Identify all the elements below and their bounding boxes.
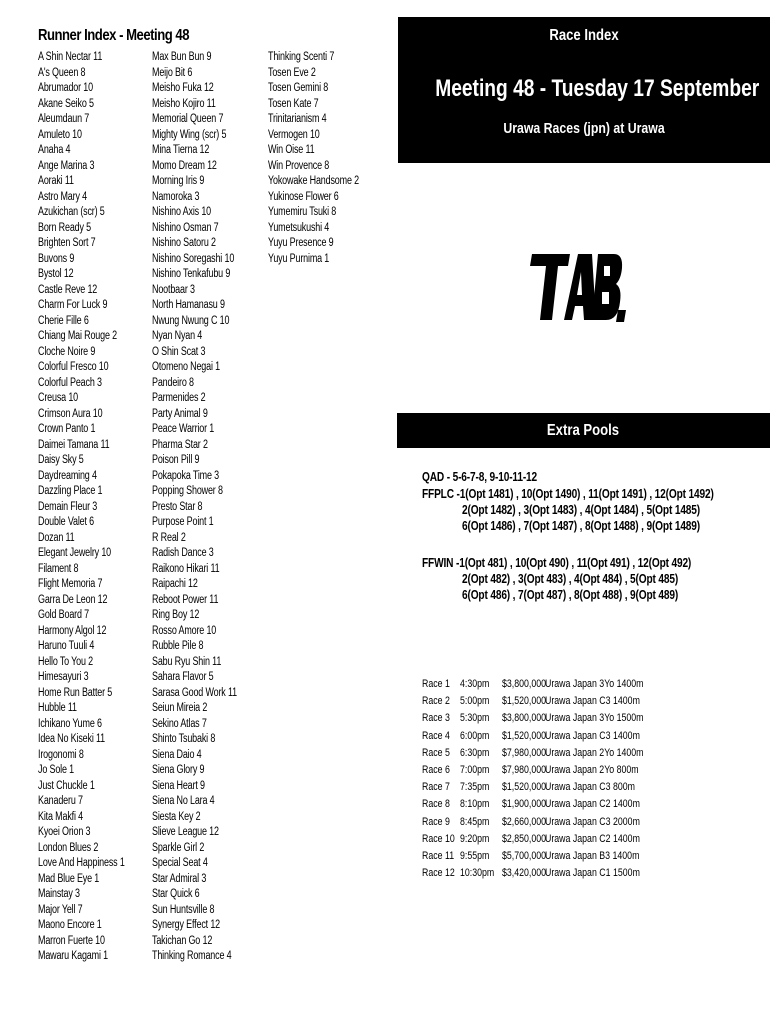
- race-prize: $7,980,000: [502, 763, 547, 776]
- runner-entry: A Shin Nectar 11: [38, 51, 103, 63]
- race-index-header: [398, 17, 770, 163]
- runner-entry: Yokowake Handsome 2: [268, 175, 359, 187]
- runner-entry: Mawaru Kagami 1: [38, 950, 108, 962]
- runner-entry: Raipachi 12: [152, 578, 198, 590]
- runner-entry: Jo Sole 1: [38, 764, 75, 776]
- runner-entry: Born Ready 5: [38, 221, 91, 234]
- runner-column-1: [38, 50, 149, 965]
- runner-entry: Flight Memoria 7: [38, 578, 103, 590]
- runner-entry: Daydreaming 4: [38, 469, 97, 482]
- meeting-title: Meeting 48 - Tuesday 17 September: [435, 75, 760, 102]
- runner-entry: Crown Panto 1: [38, 423, 96, 435]
- race-description: Urawa Japan C2 1400m: [545, 832, 640, 845]
- race-prize: $5,700,000: [502, 849, 547, 862]
- runner-entry: Mina Tierna 12: [152, 144, 210, 156]
- ffplc-line-1: [422, 486, 714, 502]
- race-prize: $2,660,000: [502, 815, 547, 828]
- runner-entry: Mighty Wing (scr) 5: [152, 128, 227, 141]
- runner-entry: Amuleto 10: [38, 128, 82, 141]
- ffplc-label: FFPLC -: [422, 486, 460, 501]
- race-prize: $1,900,000: [502, 798, 547, 811]
- runner-entry: Buvons 9: [38, 252, 75, 265]
- runner-entry: Max Bun Bun 9: [152, 51, 212, 63]
- runner-entry: Crimson Aura 10: [38, 407, 103, 420]
- runner-entry: Brighten Sort 7: [38, 237, 96, 249]
- runner-entry: Pokapoka Time 3: [152, 469, 219, 482]
- ffwin-options-2: 2(Opt 482) , 3(Opt 483) , 4(Opt 484) , 5(Opt 485): [462, 571, 679, 586]
- runner-entry: Sahara Flavor 5: [152, 671, 214, 683]
- runner-entry: Marron Fuerte 10: [38, 934, 105, 947]
- runner-entry: Tosen Kate 7: [268, 97, 319, 110]
- runner-entry: Radish Dance 3: [152, 547, 214, 559]
- runner-entry: Ring Boy 12: [152, 609, 200, 621]
- runner-entry: Star Admiral 3: [152, 872, 207, 885]
- runner-entry: Cloche Noire 9: [38, 345, 96, 358]
- extra-pools-heading: [397, 413, 770, 448]
- race-prize: $3,420,000: [502, 867, 547, 880]
- runner-entry: Slieve League 12: [152, 826, 219, 838]
- runner-entry: London Blues 2: [38, 841, 99, 854]
- ffwin-line-1: [422, 555, 691, 571]
- race-number: Race 10: [422, 832, 455, 845]
- runner-column-2: [152, 50, 261, 965]
- race-description: Urawa Japan C3 1400m: [545, 729, 640, 742]
- runner-entry: Win Oise 11: [268, 144, 315, 156]
- runner-entry: Seiun Mireia 2: [152, 702, 208, 714]
- runner-entry: Ichikano Yume 6: [38, 717, 102, 730]
- runner-entry: North Hamanasu 9: [152, 299, 225, 311]
- runner-entry: Chiang Mai Rouge 2: [38, 330, 117, 342]
- runner-entry: Nishino Soregashi 10: [152, 252, 235, 265]
- runner-entry: Nishino Osman 7: [152, 221, 219, 234]
- race-number: Race 2: [422, 695, 450, 708]
- race-number: Race 1: [422, 678, 450, 690]
- ffwin-options-3: 6(Opt 486) , 7(Opt 487) , 8(Opt 488) , 9(Opt 489): [462, 587, 679, 602]
- race-description: Urawa Japan B3 1400m: [545, 849, 640, 862]
- runner-entry: Raikono Hikari 11: [152, 562, 220, 575]
- runner-entry: Garra De Leon 12: [38, 593, 108, 606]
- runner-entry: Siesta Key 2: [152, 810, 201, 823]
- race-number: Race 3: [422, 712, 450, 725]
- runner-entry: Special Seat 4: [152, 857, 208, 869]
- runner-entry: Akane Seiko 5: [38, 97, 94, 110]
- race-description: Urawa Japan C3 2000m: [545, 815, 640, 828]
- runner-entry: Double Valet 6: [38, 516, 95, 528]
- race-number: Race 7: [422, 781, 450, 794]
- runner-entry: Nootbaar 3: [152, 283, 195, 296]
- runner-entry: Morning Iris 9: [152, 175, 205, 187]
- runner-entry: Purpose Point 1: [152, 516, 214, 528]
- runner-entry: Pandeiro 8: [152, 376, 194, 389]
- runner-entry: Dozan 11: [38, 531, 75, 544]
- runner-entry: Abrumador 10: [38, 82, 93, 94]
- runner-entry: Vermogen 10: [268, 128, 320, 141]
- runner-entry: Mainstay 3: [38, 888, 80, 900]
- runner-entry: Parmenides 2: [152, 392, 206, 404]
- race-time: 7:35pm: [460, 781, 490, 794]
- runner-entry: Home Run Batter 5: [38, 686, 113, 699]
- tab-logo: [530, 248, 626, 324]
- race-number: Race 6: [422, 763, 450, 776]
- runner-entry: Dazzling Place 1: [38, 485, 103, 497]
- runner-entry: Demain Fleur 3: [38, 500, 98, 513]
- runner-entry: Memorial Queen 7: [152, 113, 224, 125]
- runner-entry: Yuyu Purnima 1: [268, 252, 330, 265]
- runner-entry: Pharma Star 2: [152, 438, 208, 451]
- race-description: Urawa Japan 3Yo 1500m: [545, 712, 644, 725]
- runner-entry: Reboot Power 11: [152, 593, 219, 606]
- runner-entry: Sun Huntsville 8: [152, 903, 215, 916]
- runner-entry: Hello To You 2: [38, 655, 94, 668]
- runner-entry: Astro Mary 4: [38, 190, 87, 203]
- race-prize: $1,520,000: [502, 695, 547, 708]
- runner-entry: Kita Makfi 4: [38, 810, 83, 823]
- runner-entry: Nwung Nwung C 10: [152, 314, 230, 327]
- runner-entry: Elegant Jewelry 10: [38, 547, 111, 559]
- race-prize: $1,520,000: [502, 729, 547, 742]
- runner-entry: Maono Encore 1: [38, 919, 102, 931]
- runner-entry: Win Provence 8: [268, 159, 330, 172]
- race-number: Race 8: [422, 798, 450, 811]
- runner-entry: Trinitarianism 4: [268, 113, 327, 125]
- race-prize: $3,800,000: [502, 678, 547, 690]
- runner-entry: Takichan Go 12: [152, 934, 213, 947]
- race-time: 6:30pm: [460, 746, 490, 759]
- runner-entry: Tosen Eve 2: [268, 66, 316, 79]
- runner-entry: Momo Dream 12: [152, 159, 217, 172]
- runner-entry: Otomeno Negai 1: [152, 361, 220, 373]
- runner-entry: Synergy Effect 12: [152, 919, 220, 931]
- runner-entry: Kanaderu 7: [38, 795, 83, 807]
- runner-entry: Major Yell 7: [38, 903, 83, 916]
- race-description: Urawa Japan C3 1400m: [545, 695, 640, 708]
- extra-pools-label: Extra Pools: [547, 422, 620, 439]
- runner-entry: Thinking Romance 4: [152, 950, 232, 962]
- runner-entry: Creusa 10: [38, 392, 78, 404]
- runner-entry: Yumemiru Tsuki 8: [268, 206, 337, 218]
- race-time: 5:30pm: [460, 712, 490, 725]
- runner-entry: R Real 2: [152, 531, 186, 544]
- runner-entry: Sparkle Girl 2: [152, 841, 205, 854]
- race-description: Urawa Japan 2Yo 800m: [545, 763, 639, 776]
- runner-entry: Ange Marina 3: [38, 159, 95, 172]
- race-time: 4:30pm: [460, 678, 490, 690]
- runner-entry: Meijo Bit 6: [152, 66, 193, 79]
- runner-entry: Daisy Sky 5: [38, 454, 84, 466]
- runner-entry: Idea No Kiseki 11: [38, 733, 105, 745]
- runner-entry: O Shin Scat 3: [152, 345, 206, 358]
- runner-entry: Himesayuri 3: [38, 671, 89, 683]
- runner-entry: Yukinose Flower 6: [268, 190, 339, 203]
- runner-entry: Shinto Tsubaki 8: [152, 733, 216, 745]
- runner-entry: Meisho Kojiro 11: [152, 97, 216, 110]
- runner-entry: A's Queen 8: [38, 66, 86, 79]
- runner-entry: Yumetsukushi 4: [268, 221, 330, 234]
- runner-entry: Nishino Tenkafubu 9: [152, 268, 231, 280]
- race-time: 5:00pm: [460, 695, 490, 708]
- race-number: Race 4: [422, 729, 450, 742]
- runner-index-title: Runner Index - Meeting 48: [38, 27, 190, 44]
- runner-entry: Siena Glory 9: [152, 764, 205, 776]
- runner-entry: Anaha 4: [38, 144, 71, 156]
- runner-entry: Aleumdaun 7: [38, 113, 90, 125]
- race-number: Race 5: [422, 746, 450, 759]
- runner-entry: Sarasa Good Work 11: [152, 686, 237, 699]
- runner-entry: Colorful Peach 3: [38, 376, 102, 389]
- race-number: Race 12: [422, 867, 455, 880]
- runner-entry: Haruno Tuuli 4: [38, 640, 95, 652]
- runner-entry: Castle Reve 12: [38, 283, 98, 296]
- runner-entry: Kyoei Orion 3: [38, 826, 91, 838]
- runner-entry: Hubble 11: [38, 702, 77, 714]
- race-prize: $1,520,000: [502, 781, 547, 794]
- runner-entry: Nishino Satoru 2: [152, 237, 216, 249]
- runner-entry: Azukichan (scr) 5: [38, 206, 105, 218]
- race-time: 7:00pm: [460, 763, 490, 776]
- runner-entry: Just Chuckle 1: [38, 779, 95, 792]
- runner-entry: Thinking Scenti 7: [268, 51, 335, 63]
- race-prize: $3,800,000: [502, 712, 547, 725]
- runner-entry: Nyan Nyan 4: [152, 330, 203, 342]
- runner-entry: Poison Pill 9: [152, 454, 200, 466]
- runner-entry: Daimei Tamana 11: [38, 438, 110, 451]
- ffwin-label: FFWIN -: [422, 555, 460, 570]
- race-index-label: Race Index: [549, 27, 619, 44]
- runner-entry: Bystol 12: [38, 268, 74, 280]
- runner-entry: Sekino Atlas 7: [152, 717, 207, 730]
- race-time: 9:20pm: [460, 832, 490, 845]
- venue-name: Urawa Races (jpn) at Urawa: [503, 120, 665, 137]
- ffplc-options-2: 2(Opt 1482) , 3(Opt 1483) , 4(Opt 1484) , 5(Opt 1485): [462, 502, 700, 517]
- race-description: Urawa Japan 2Yo 1400m: [545, 746, 644, 759]
- race-description: Urawa Japan C1 1500m: [545, 867, 640, 880]
- runner-entry: Rosso Amore 10: [152, 624, 217, 637]
- ffwin-options-1: 1(Opt 481) , 10(Opt 490) , 11(Opt 491) , 12(Opt 492): [459, 555, 692, 570]
- runner-entry: Meisho Fuka 12: [152, 82, 214, 94]
- race-time: 10:30pm: [460, 867, 495, 880]
- runner-entry: Tosen Gemini 8: [268, 82, 329, 94]
- runner-entry: Charm For Luck 9: [38, 299, 108, 311]
- race-description: Urawa Japan 3Yo 1400m: [545, 678, 644, 690]
- runner-entry: Siena No Lara 4: [152, 795, 215, 807]
- runner-column-3: [268, 50, 385, 267]
- runner-entry: Popping Shower 8: [152, 485, 223, 497]
- race-number: Race 11: [422, 849, 455, 862]
- runner-entry: Star Quick 6: [152, 888, 200, 900]
- runner-entry: Harmony Algol 12: [38, 624, 107, 637]
- runner-entry: Siena Daio 4: [152, 748, 202, 761]
- runner-entry: Presto Star 8: [152, 500, 203, 513]
- tab-logo-icon: [530, 248, 626, 324]
- race-prize: $7,980,000: [502, 746, 547, 759]
- runner-entry: Namoroka 3: [152, 190, 200, 203]
- race-time: 6:00pm: [460, 729, 490, 742]
- runner-entry: Cherie Fille 6: [38, 314, 89, 327]
- race-number: Race 9: [422, 815, 450, 828]
- race-prize: $2,850,000: [502, 832, 547, 845]
- runner-entry: Rubble Pile 8: [152, 640, 204, 652]
- ffplc-options-1: 1(Opt 1481) , 10(Opt 1490) , 11(Opt 1491) , 12(Opt 1492): [459, 486, 714, 501]
- runner-entry: Sabu Ryu Shin 11: [152, 655, 222, 668]
- runner-entry: Irogonomi 8: [38, 748, 84, 761]
- race-time: 9:55pm: [460, 849, 490, 862]
- runner-entry: Love And Happiness 1: [38, 857, 125, 869]
- runner-entry: Yuyu Presence 9: [268, 237, 334, 249]
- runner-entry: Party Animal 9: [152, 407, 208, 420]
- runner-entry: Aoraki 11: [38, 175, 74, 187]
- race-time: 8:10pm: [460, 798, 490, 811]
- qad-pool: QAD - 5-6-7-8, 9-10-11-12: [422, 469, 538, 484]
- runner-entry: Colorful Fresco 10: [38, 361, 109, 373]
- runner-entry: Gold Board 7: [38, 609, 89, 621]
- race-time: 8:45pm: [460, 815, 490, 828]
- race-description: Urawa Japan C3 800m: [545, 781, 636, 794]
- runner-entry: Filament 8: [38, 562, 79, 575]
- race-description: Urawa Japan C2 1400m: [545, 798, 640, 811]
- runner-entry: Siena Heart 9: [152, 779, 205, 792]
- ffplc-options-3: 6(Opt 1486) , 7(Opt 1487) , 8(Opt 1488) , 9(Opt 1489): [462, 518, 700, 533]
- runner-entry: Nishino Axis 10: [152, 206, 211, 218]
- runner-entry: Peace Warrior 1: [152, 423, 215, 435]
- runner-entry: Mad Blue Eye 1: [38, 872, 100, 885]
